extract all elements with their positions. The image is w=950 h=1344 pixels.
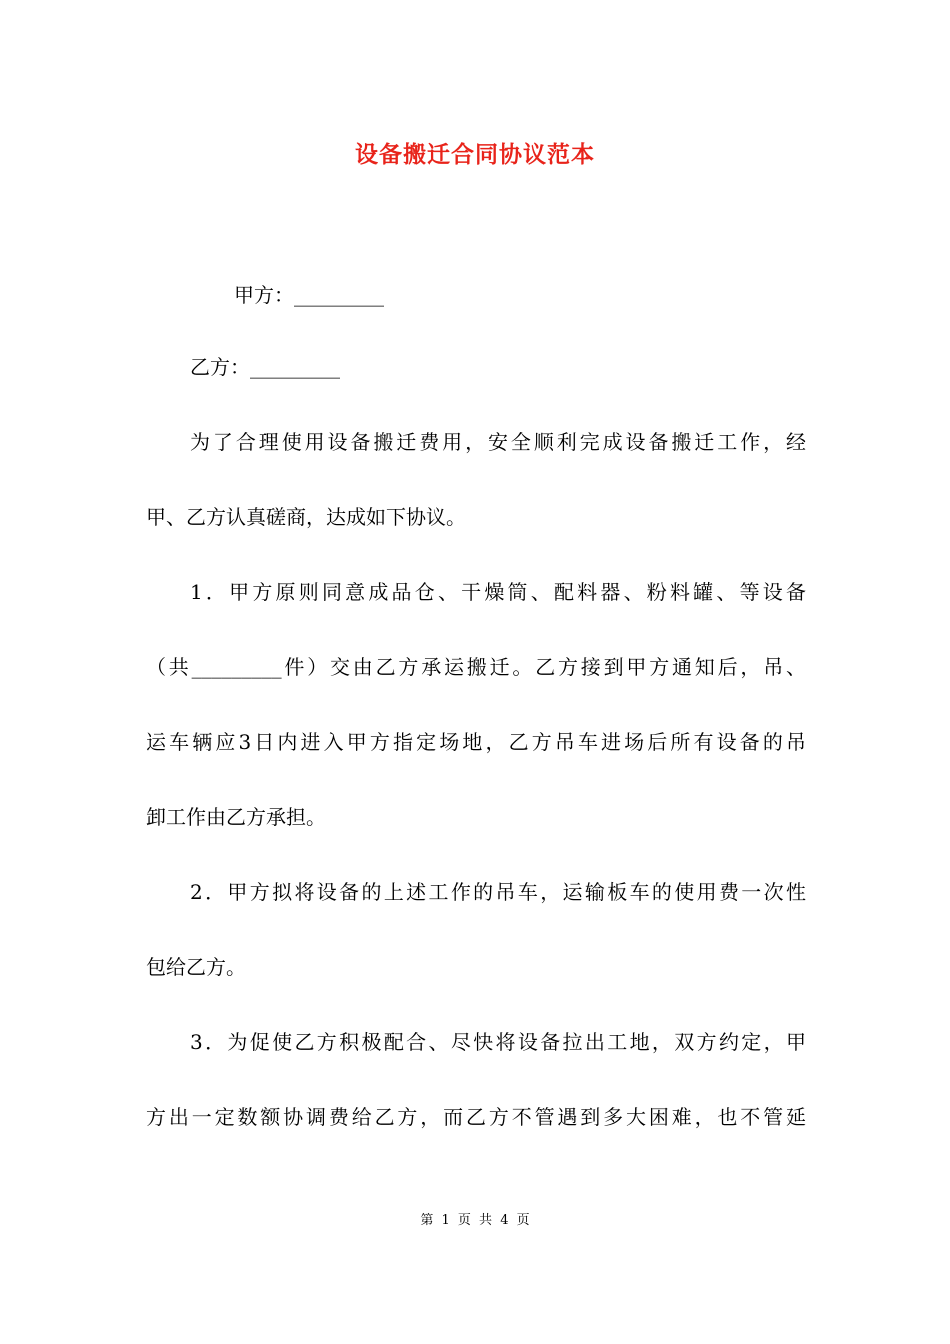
clause-1-line-3: 运车辆应3日内进入甲方指定场地，乙方吊车进场后所有设备的吊 [146,730,806,754]
page-number-footer: 第 1 页 共 4 页 [420,1213,530,1228]
clause-1-line-4: 卸工作由乙方承担。 [146,805,326,829]
intro-line-2: 甲、乙方认真磋商，达成如下协议。 [146,505,466,529]
clause-2-line-2: 包给乙方。 [146,955,246,979]
clause-1-line-2 [146,652,806,682]
party-a-line [234,280,894,310]
clause-3-line-2: 方出一定数额协调费给乙方，而乙方不管遇到多大困难，也不管延 [146,1105,806,1129]
clause-1-line-1: 1．甲方原则同意成品仓、干燥筒、配料器、粉料罐、等设备 [190,580,806,604]
clause-2-line-1: 2．甲方拟将设备的上述工作的吊车，运输板车的使用费一次性 [190,880,806,904]
intro-line-1: 为了合理使用设备搬迁费用，安全顺利完成设备搬迁工作，经 [190,430,806,454]
document-title: 设备搬迁合同协议范本 [355,141,595,168]
party-b-blank: _________ [250,355,340,379]
clause-1-suffix: 件）交由乙方承运搬迁。乙方接到甲方通知后，吊、 [281,655,807,679]
party-a-label: 甲方： [234,283,294,307]
party-b-label: 乙方： [190,355,250,379]
clause-3-line-1: 3．为促使乙方积极配合、尽快将设备拉出工地，双方约定，甲 [190,1030,806,1054]
party-b-line [190,352,850,382]
clause-1-prefix: （共 [146,655,192,679]
clause-1-count-blank: _________ [191,655,282,679]
party-a-blank: _________ [294,283,384,307]
